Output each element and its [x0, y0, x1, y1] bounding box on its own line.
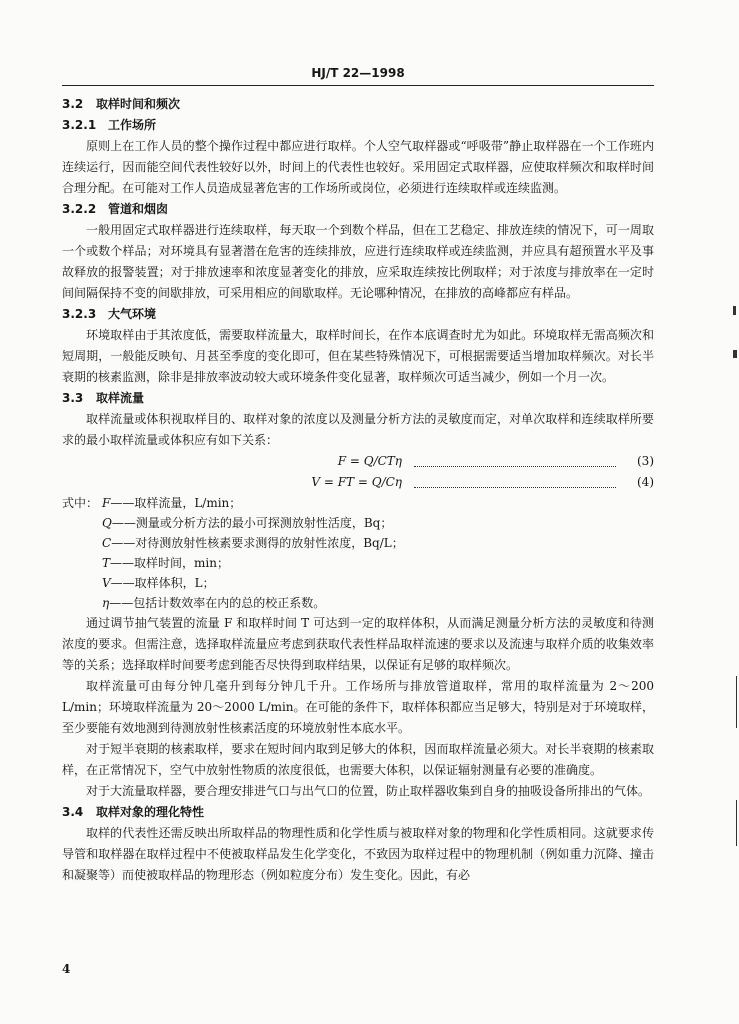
scan-mark — [736, 800, 737, 846]
paragraph: 取样流量或体积视取样目的、取样对象的浓度以及测量分析方法的灵敏度而定，对单次取样和连续取样所要求的最小取样流量或体积应有如下关系： — [62, 412, 654, 447]
heading-title: 取样时间和频次 — [96, 97, 181, 111]
paragraph: 一般用固定式取样器进行连续取样，每天取一个到数个样品，但在工艺稳定、排放连续的情况下，可一周取一个或数个样品；对环境具有显著潜在危害的连续排放，应进行连续取样或连续监测，并应具有超预置水平及事故释放的报警装置；对于排放速率和浓度显著变化的排放，应采取连续按比例取样；对于浓度与排放率在一定时间间隔保持不变的间歇排放，可采用相应的间歇取样。无论哪种情况，在排放的高峰都应有样品。 — [62, 223, 654, 300]
paragraph: 环境取样由于其浓度低，需要取样流量大，取样时间长，在作本底调查时尤为如此。环境取样无需高频次和短周期，一般能反映旬、月甚至季度的变化即可，但在某些特殊情况下，可根据需要适当增加取样频次。对长半衰期的核素监测，除非是排放率波动较大或环境条件变化显著，取样频次可适当减少，例如一个月一次。 — [62, 328, 654, 384]
heading-number: 3.2 — [62, 97, 84, 111]
formula-number: (4) — [637, 475, 654, 489]
heading-3-2-1 — [62, 115, 654, 136]
scan-mark — [736, 676, 737, 728]
symbol: F — [102, 496, 111, 510]
definition-item — [62, 533, 654, 553]
paragraph: 取样流量可由每分钟几毫升到每分钟几千升。工作场所与排放管道取样，常用的取样流量为 2～200 L/min；环境取样流量为 20～2000 L/min。在可能的条件下，取样体积都应当足够大，特别是对于环境取样，至少要能有效地测到待测放射性核素活度的环境放射性本底水平。 — [62, 679, 654, 735]
heading-3-2-2 — [62, 199, 654, 220]
paragraph: 原则上在工作人员的整个操作过程中都应进行取样。个人空气取样器或“呼吸带”静止取样器在一个工作班内连续运行，因而能空间代表性较好以外，时间上的代表性也较好。采用固定式取样器，应使取样频次和取样时间合理分配。在可能对工作人员造成显著危害的工作场所或岗位，必须进行连续取样或连续监测。 — [62, 139, 654, 195]
definition-item — [62, 513, 654, 533]
heading-title: 取样对象的理化特性 — [96, 805, 205, 819]
formula-number: (3) — [637, 454, 654, 468]
heading-title: 工作场所 — [108, 118, 157, 132]
heading-title: 大气环境 — [108, 307, 157, 321]
definition-text: ——取样时间，min； — [110, 556, 229, 570]
heading-3-2-3 — [62, 304, 654, 325]
symbol: T — [102, 556, 111, 570]
heading-number: 3.2.2 — [62, 202, 97, 216]
heading-number: 3.2.1 — [62, 118, 97, 132]
definition-item — [62, 553, 654, 573]
definition-item — [62, 493, 654, 513]
definition-text: ——取样体积，L； — [110, 576, 215, 590]
document-body — [62, 94, 654, 886]
definition-text: ——对待测放射性核素要求测得的放射性浓度，Bq/L； — [111, 536, 404, 550]
symbol: C — [102, 536, 112, 550]
heading-3-3 — [62, 388, 654, 409]
leader-dots — [414, 456, 616, 467]
heading-3-2 — [62, 94, 654, 115]
scan-mark — [733, 306, 736, 315]
paragraph: 取样的代表性还需反映出所取样品的物理性质和化学性质与被取样对象的物理和化学性质相同。这就要求传导管和取样器在取样过程中不使被取样品发生化学变化，不致因为取样过程中的物理机制（例如重力沉降、撞击和凝聚等）而使被取样品的物理形态（例如粒度分布）发生变化。因此，有必 — [62, 826, 654, 882]
definition-text: ——测量或分析方法的最小可探测放射性活度，Bq； — [111, 516, 393, 530]
heading-number: 3.3 — [62, 391, 84, 405]
formula-expression: V = FT = Q/Cη — [311, 475, 402, 489]
heading-number: 3.2.3 — [62, 307, 97, 321]
definition-item — [62, 573, 654, 593]
definition-text: ——包括计数效率在内的总的校正系数。 — [109, 596, 326, 610]
symbol-definitions — [62, 493, 654, 613]
heading-title: 取样流量 — [96, 391, 145, 405]
page-number: 4 — [62, 962, 71, 976]
heading-number: 3.4 — [62, 805, 84, 819]
symbol: V — [102, 576, 111, 590]
definition-item — [62, 593, 654, 613]
scan-mark — [733, 350, 737, 358]
heading-3-4 — [62, 802, 654, 823]
heading-title: 管道和烟囱 — [108, 202, 169, 216]
symbol: η — [102, 596, 110, 610]
formula-4 — [62, 472, 654, 493]
symbol: Q — [102, 516, 112, 530]
paragraph: 对于大流量取样器，要合理安排进气口与出气口的位置，防止取样器收集到自身的抽吸设备所排出的气体。 — [86, 784, 651, 798]
document-header: HJ/T 22—1998 — [311, 66, 405, 80]
leader-dots — [414, 477, 616, 488]
paragraph: 对于短半衰期的核素取样，要求在短时间内取到足够大的体积，因而取样流量必须大。对长半衰期的核素取样，在正常情况下，空气中放射性物质的浓度很低，也需要大体积，以保证辐射测量有必要的准确度。 — [62, 742, 654, 777]
formula-expression: F = Q/CTη — [337, 454, 402, 468]
definitions-lead: 式中： — [62, 496, 99, 510]
definition-text: ——取样流量，L/min； — [110, 496, 242, 510]
header-rule — [62, 85, 654, 86]
formula-3 — [62, 451, 654, 472]
paragraph: 通过调节抽气装置的流量 F 和取样时间 T 可达到一定的取样体积，从而满足测量分析方法的灵敏度和待测浓度的要求。但需注意，选择取样流量应考虑到获取代表性样品取样流速的要求以及流速与取样介质的收集效率等的关系；选择取样时间要考虑到能否尽快得到取样结果，以保证有足够的取样频次。 — [62, 616, 654, 672]
